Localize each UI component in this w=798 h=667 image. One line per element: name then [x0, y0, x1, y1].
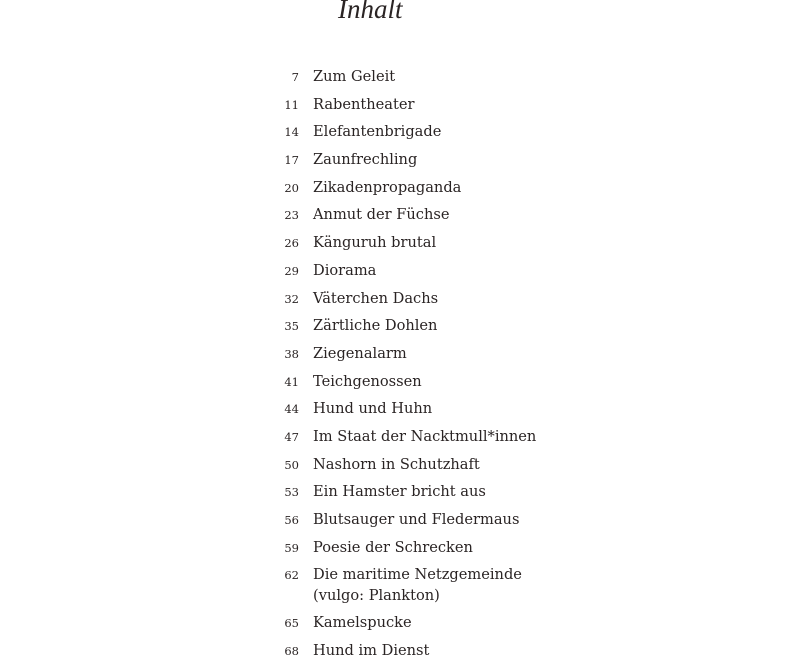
toc-entry [0, 371, 798, 393]
toc-page-number: 38 [284, 346, 299, 361]
toc-title: Zaunfrechling [313, 151, 418, 169]
toc-title: Die maritime Netzgemeinde (vulgo: Plankton) [313, 566, 522, 605]
toc-title: Poesie der Schrecken [313, 538, 473, 556]
toc-title: Nashorn in Schutzhaft [313, 455, 480, 473]
toc-page-number: 23 [284, 208, 299, 223]
toc-entry [0, 509, 798, 531]
toc-page-number: 68 [284, 643, 299, 658]
toc-entry [0, 481, 798, 503]
toc-title: Zikadenpropaganda [313, 178, 462, 196]
toc-title: Anmut der Füchse [313, 206, 450, 224]
toc-page-number: 29 [284, 263, 299, 278]
toc-entry [0, 232, 798, 254]
toc-entry [0, 94, 798, 116]
toc-entry [0, 640, 798, 662]
toc-page-number: 7 [291, 70, 299, 84]
toc-page-number: 41 [284, 374, 299, 389]
toc-page-number: 35 [284, 319, 299, 334]
toc-page-number: 56 [284, 513, 299, 527]
toc-entry [0, 288, 798, 310]
toc-entry [0, 260, 798, 282]
toc-page-number: 26 [284, 236, 299, 251]
toc-title: Zärtliche Dohlen [313, 317, 438, 335]
toc-title: Rabentheater [313, 95, 415, 113]
toc-title: Zum Geleit [313, 68, 396, 85]
toc-entry [0, 612, 798, 634]
toc-title: Ziegenalarm [313, 344, 407, 362]
toc-page-number: 32 [284, 291, 299, 306]
toc-entry [0, 426, 798, 448]
toc-entry [0, 177, 798, 199]
toc-title: Väterchen Dachs [313, 289, 439, 307]
toc-entry [0, 149, 798, 171]
table-of-contents [0, 66, 798, 667]
toc-entry [0, 537, 798, 559]
toc-entry [0, 398, 798, 420]
toc-page-number: 17 [284, 153, 299, 168]
toc-title: Blutsauger und Fledermaus [313, 511, 520, 528]
toc-title: Hund und Huhn [313, 400, 433, 418]
toc-entry [0, 66, 798, 88]
toc-title: Diorama [313, 261, 377, 279]
toc-page-number: 20 [284, 180, 299, 195]
toc-page-number: 47 [284, 429, 299, 444]
toc-title: Ein Hamster bricht aus [313, 483, 486, 501]
toc-page-number: 62 [284, 568, 299, 583]
toc-page-number: 59 [284, 540, 299, 555]
page-title: Inhalt [338, 0, 403, 24]
toc-title: Känguruh brutal [313, 234, 437, 252]
toc-entry [0, 121, 798, 143]
toc-title: Teichgenossen [313, 372, 422, 390]
toc-entry [0, 343, 798, 365]
toc-page-number: 50 [284, 457, 299, 472]
toc-page-number: 65 [284, 616, 299, 631]
toc-title: Im Staat der Nacktmull*innen [313, 427, 537, 445]
toc-title: Kamelspucke [313, 614, 412, 632]
toc-title: Hund im Dienst [313, 641, 430, 659]
toc-title: Elefantenbrigade [313, 123, 442, 141]
toc-page-number: 44 [284, 402, 299, 417]
toc-page-number: 14 [284, 125, 299, 140]
toc-entry [0, 204, 798, 226]
toc-entry [0, 564, 798, 606]
toc-page-number: 11 [284, 97, 299, 112]
toc-entry [0, 454, 798, 476]
toc-entry [0, 315, 798, 337]
toc-page-number: 53 [284, 485, 299, 500]
